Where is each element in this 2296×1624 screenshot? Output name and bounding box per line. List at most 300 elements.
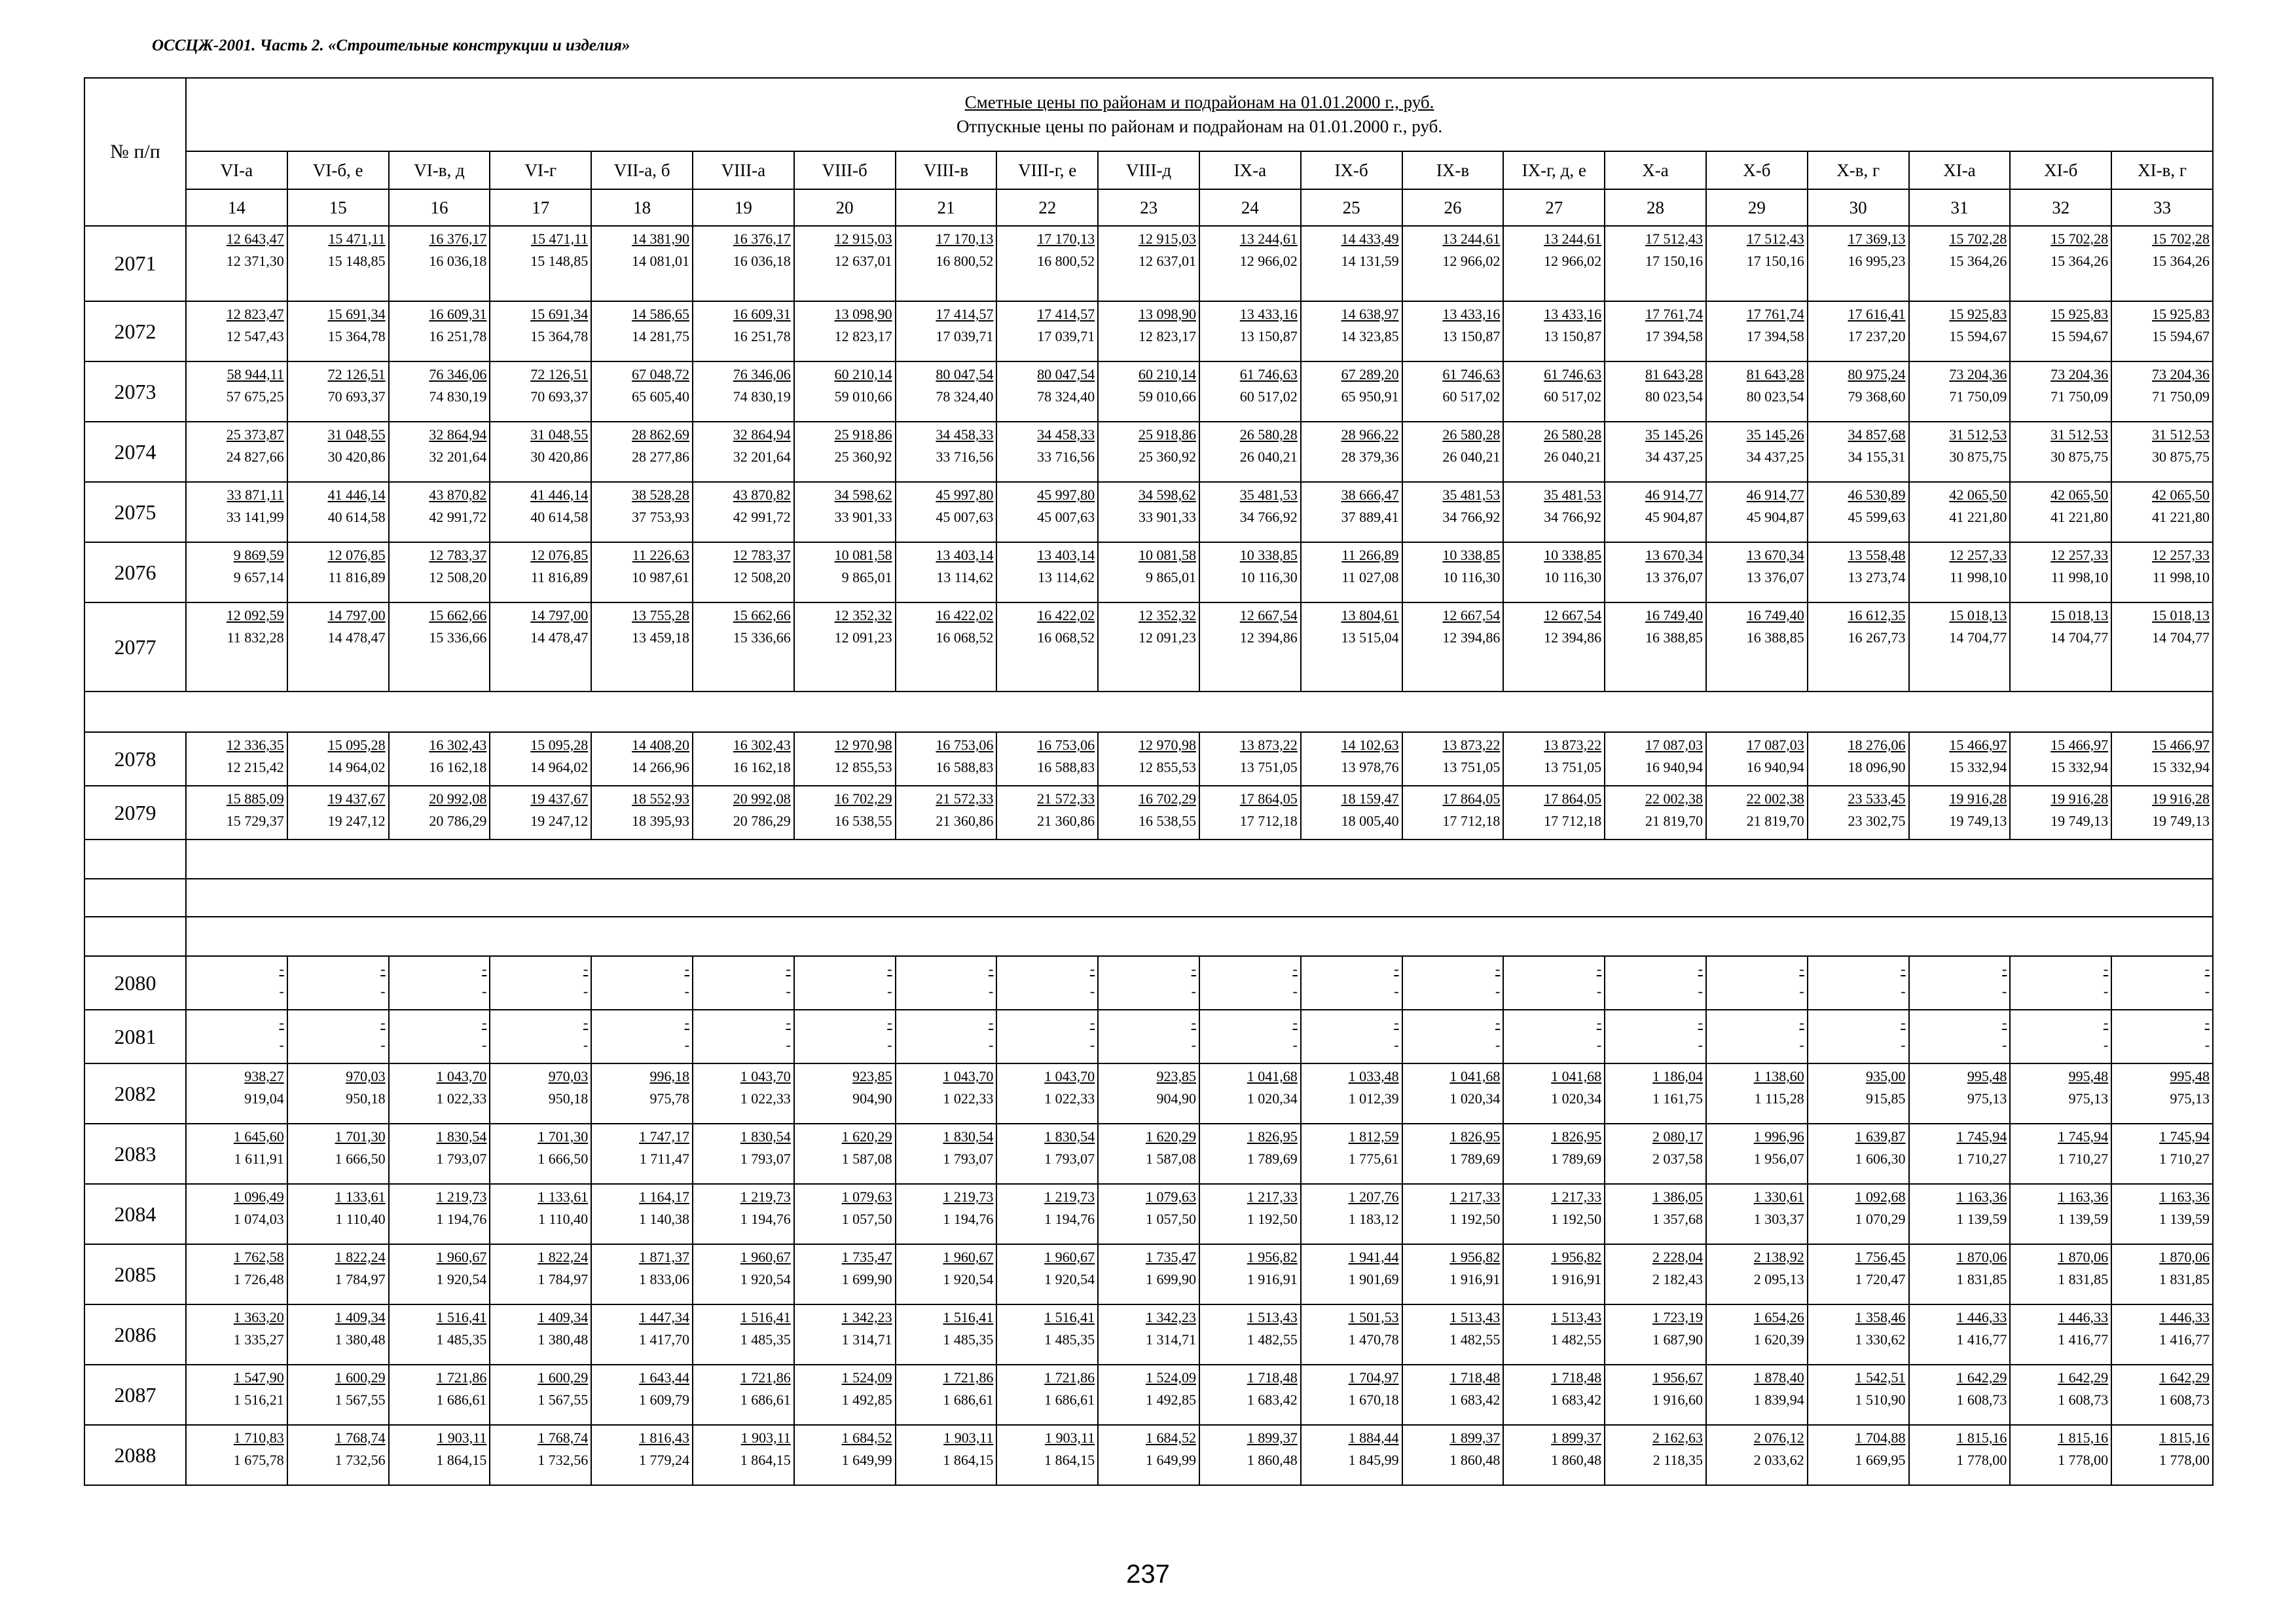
release-price: 16 251,78: [429, 328, 487, 344]
estimated-price: 25 373,87: [226, 426, 284, 443]
estimated-price: 1 830,54: [740, 1128, 791, 1145]
release-price: 1 649,99: [1145, 1452, 1196, 1468]
release-price: -: [2204, 1037, 2210, 1053]
release-price: 33 141,99: [226, 509, 284, 525]
price-cell: [1605, 1425, 1706, 1485]
estimated-price: 14 381,90: [631, 231, 689, 247]
price-cell: [490, 732, 591, 786]
release-price: 15 364,78: [327, 328, 386, 344]
release-price: 19 749,13: [2050, 813, 2109, 829]
release-price: 19 749,13: [1949, 813, 2007, 829]
release-price: -: [380, 1037, 386, 1053]
column-header: X-б: [1706, 151, 1808, 189]
price-cell: [896, 956, 997, 1010]
estimated-price: -: [1495, 1014, 1501, 1031]
price-cell: [389, 1010, 490, 1063]
price-cell: [389, 1425, 490, 1485]
price-cell: [186, 542, 287, 602]
estimated-price: -: [684, 1014, 689, 1031]
estimated-price: 1 096,49: [233, 1189, 284, 1205]
release-price: 13 459,18: [631, 629, 689, 646]
estimated-price: 1 815,16: [2159, 1430, 2210, 1446]
price-cell: [1503, 361, 1605, 422]
release-price: 1 778,00: [2058, 1452, 2109, 1468]
release-price: 13 376,07: [1645, 569, 1703, 585]
estimated-price: 1 903,11: [740, 1430, 791, 1446]
price-cell: [896, 1365, 997, 1425]
price-cell: [1706, 602, 1808, 692]
estimated-price: 1 219,73: [943, 1189, 994, 1205]
estimated-price: 15 925,83: [2152, 306, 2210, 322]
release-price: 1 192,50: [1449, 1211, 1501, 1227]
estimated-price: 15 095,28: [530, 737, 589, 753]
price-cell: [996, 1010, 1098, 1063]
release-price: 14 704,77: [2152, 629, 2210, 646]
release-price: 28 379,36: [1341, 449, 1399, 465]
estimated-price: 1 899,37: [1449, 1430, 1501, 1446]
estimated-price: 1 903,11: [1044, 1430, 1095, 1446]
estimated-price: 31 512,53: [1949, 426, 2007, 443]
estimated-price: 1 041,68: [1551, 1068, 1602, 1084]
price-cell: [2111, 786, 2213, 840]
estimated-price: -: [1495, 961, 1501, 977]
price-cell: [1402, 226, 1504, 301]
release-price: -: [684, 1037, 689, 1053]
price-cell: [490, 1425, 591, 1485]
release-price: 17 150,16: [1645, 253, 1703, 269]
estimated-price: -: [1901, 961, 1906, 977]
release-price: -: [989, 983, 994, 999]
price-cell: [1402, 602, 1504, 692]
estimated-price: 13 244,61: [1544, 231, 1602, 247]
release-price: -: [279, 1037, 284, 1053]
price-cell: [389, 1365, 490, 1425]
price-cell: [1503, 732, 1605, 786]
row-number: 2081: [84, 1010, 186, 1063]
price-cell: [1909, 361, 2011, 422]
estimated-price: 12 970,98: [1138, 737, 1196, 753]
price-cell: [591, 1010, 693, 1063]
release-price: 9 865,01: [841, 569, 892, 585]
release-price: 37 753,93: [631, 509, 689, 525]
price-cell: [287, 1124, 389, 1184]
release-price: 1 920,54: [943, 1271, 994, 1287]
release-price: 15 336,66: [733, 629, 791, 646]
price-cell: [389, 1184, 490, 1244]
price-cell: [1503, 1425, 1605, 1485]
price-cell: [389, 542, 490, 602]
price-cell: [1199, 1365, 1301, 1425]
release-price: 30 420,86: [327, 449, 386, 465]
release-price: 1 778,00: [2159, 1452, 2210, 1468]
price-cell: [186, 1063, 287, 1124]
price-cell: [996, 1063, 1098, 1124]
price-cell: [1301, 1184, 1402, 1244]
price-cell: [2010, 1244, 2111, 1304]
estimated-price: 13 098,90: [1138, 306, 1196, 322]
estimated-price: 1 620,29: [841, 1128, 892, 1145]
blank-row: [84, 840, 2213, 879]
estimated-price: -: [380, 1014, 386, 1031]
release-price: 15 332,94: [2152, 759, 2210, 775]
estimated-price: 28 862,69: [631, 426, 689, 443]
price-cell: [896, 542, 997, 602]
estimated-price: 15 471,11: [328, 231, 386, 247]
row-number: 2073: [84, 361, 186, 422]
release-price: 16 538,55: [834, 813, 892, 829]
table-row: [84, 1244, 2213, 1304]
release-price: 17 712,18: [1239, 813, 1298, 829]
price-cell: [1301, 956, 1402, 1010]
estimated-price: 1 163,36: [2159, 1189, 2210, 1205]
estimated-price: 16 612,35: [1848, 607, 1906, 623]
estimated-price: 61 746,63: [1239, 366, 1298, 382]
price-cell: [996, 542, 1098, 602]
estimated-price: 10 081,58: [834, 547, 892, 563]
release-price: 60 517,02: [1544, 388, 1602, 405]
estimated-price: 1 446,33: [1956, 1309, 2007, 1325]
release-price: 1 778,00: [1956, 1452, 2007, 1468]
release-price: 13 515,04: [1341, 629, 1399, 646]
release-price: 14 964,02: [530, 759, 589, 775]
release-price: 975,13: [2068, 1090, 2109, 1107]
release-price: 14 478,47: [327, 629, 386, 646]
release-price: 904,90: [1156, 1090, 1196, 1107]
estimated-price: 34 598,62: [834, 487, 892, 503]
release-price: 13 376,07: [1746, 569, 1804, 585]
estimated-price: 12 352,32: [834, 607, 892, 623]
estimated-price: 22 002,38: [1746, 790, 1804, 807]
estimated-price: 1 043,70: [740, 1068, 791, 1084]
price-cell: [1808, 1244, 1909, 1304]
estimated-price: 46 914,77: [1746, 487, 1804, 503]
release-price: 11 832,28: [227, 629, 284, 646]
estimated-price: 33 871,11: [227, 487, 284, 503]
release-price: 13 150,87: [1239, 328, 1298, 344]
price-cell: [287, 1244, 389, 1304]
release-price: 950,18: [346, 1090, 386, 1107]
release-price: -: [1901, 1037, 1906, 1053]
estimated-price: 34 857,68: [1848, 426, 1906, 443]
release-price: 12 823,17: [834, 328, 892, 344]
release-price: 1 161,75: [1652, 1090, 1703, 1107]
table-row: [84, 301, 2213, 361]
release-price: 1 330,62: [1855, 1331, 1906, 1348]
price-cell: [186, 422, 287, 482]
price-cell: [186, 1244, 287, 1304]
release-price: 1 020,34: [1449, 1090, 1501, 1107]
estimated-price: 1 704,97: [1348, 1369, 1399, 1386]
estimated-price: 1 639,87: [1855, 1128, 1906, 1145]
release-price: 1 720,47: [1855, 1271, 1906, 1287]
release-price: 26 040,21: [1239, 449, 1298, 465]
price-cell: [2111, 1124, 2213, 1184]
estimated-price: 13 433,16: [1239, 306, 1298, 322]
estimated-price: 1 409,34: [538, 1309, 589, 1325]
release-price: 16 588,83: [1037, 759, 1095, 775]
price-cell: [1706, 542, 1808, 602]
estimated-price: 12 643,47: [226, 231, 284, 247]
blank-cell: [84, 879, 186, 917]
estimated-price: 1 815,16: [1956, 1430, 2007, 1446]
estimated-price: 16 753,06: [1037, 737, 1095, 753]
estimated-price: 11 266,89: [1341, 547, 1399, 563]
price-cell: [1098, 1365, 1199, 1425]
price-cell: [1605, 226, 1706, 301]
price-cell: [996, 361, 1098, 422]
release-price: 1 789,69: [1551, 1151, 1602, 1167]
estimated-price: 996,18: [649, 1068, 689, 1084]
estimated-price: 10 338,85: [1442, 547, 1501, 563]
price-cell: [1605, 602, 1706, 692]
table-row: [84, 1184, 2213, 1244]
estimated-price: 17 761,74: [1746, 306, 1804, 322]
release-price: 1 020,34: [1247, 1090, 1298, 1107]
release-price: 15 594,67: [2050, 328, 2109, 344]
release-price: -: [684, 983, 689, 999]
price-cell: [794, 542, 896, 602]
column-number: 15: [287, 189, 389, 226]
price-cell: [693, 732, 794, 786]
running-head: ОССЦЖ-2001. Часть 2. «Строительные конструкции и изделия»: [152, 37, 630, 54]
price-cell: [1706, 1425, 1808, 1485]
release-price: 1 192,50: [1551, 1211, 1602, 1227]
table-row: [84, 1365, 2213, 1425]
estimated-price: 995,48: [2170, 1068, 2210, 1084]
estimated-price: 17 087,03: [1746, 737, 1804, 753]
estimated-price: 13 873,22: [1442, 737, 1501, 753]
release-price: 1 303,37: [1753, 1211, 1804, 1227]
release-price: 28 277,86: [631, 449, 689, 465]
estimated-price: 1 903,11: [437, 1430, 487, 1446]
price-cell: [1503, 1063, 1605, 1124]
estimated-price: 1 870,06: [2159, 1249, 2210, 1265]
estimated-price: 13 873,22: [1544, 737, 1602, 753]
blank-cell: [186, 879, 2213, 917]
price-cell: [1098, 482, 1199, 542]
estimated-price: 12 667,54: [1544, 607, 1602, 623]
release-price: 14 964,02: [327, 759, 386, 775]
release-price: 33 901,33: [1138, 509, 1196, 525]
price-cell: [1909, 1304, 2011, 1365]
estimated-price: 923,85: [852, 1068, 892, 1084]
estimated-price: -: [1698, 961, 1703, 977]
release-price: 45 599,63: [1848, 509, 1906, 525]
release-price: -: [1394, 983, 1399, 999]
release-price: -: [1191, 983, 1196, 999]
estimated-price: 17 170,13: [1037, 231, 1095, 247]
release-price: 18 096,90: [1848, 759, 1906, 775]
release-price: 1 380,48: [538, 1331, 589, 1348]
price-cell: [1605, 956, 1706, 1010]
estimated-price: 35 481,53: [1544, 487, 1602, 503]
estimated-price: 21 572,33: [936, 790, 994, 807]
price-cell: [1402, 1244, 1504, 1304]
estimated-price: 12 257,33: [1949, 547, 2007, 563]
estimated-price: 16 422,02: [936, 607, 994, 623]
estimated-price: -: [1089, 1014, 1095, 1031]
release-price: 25 360,92: [1138, 449, 1196, 465]
price-cell: [1706, 1124, 1808, 1184]
table-row: [84, 1124, 2213, 1184]
release-price: 15 594,67: [2152, 328, 2210, 344]
estimated-price: 1 718,48: [1247, 1369, 1298, 1386]
estimated-price: -: [1394, 961, 1399, 977]
price-cell: [996, 226, 1098, 301]
blank-row: [84, 692, 2213, 732]
estimated-price: 18 276,06: [1848, 737, 1906, 753]
price-cell: [1301, 786, 1402, 840]
estimated-price: 1 721,86: [740, 1369, 791, 1386]
price-cell: [591, 226, 693, 301]
price-cell: [1199, 226, 1301, 301]
estimated-price: 25 918,86: [834, 426, 892, 443]
column-header: VIII-д: [1098, 151, 1199, 189]
estimated-price: -: [989, 1014, 994, 1031]
price-cell: [794, 1124, 896, 1184]
estimated-price: 1 830,54: [943, 1128, 994, 1145]
price-cell: [896, 732, 997, 786]
estimated-price: -: [2204, 961, 2210, 977]
estimated-price: 17 087,03: [1645, 737, 1703, 753]
price-cell: [1605, 1184, 1706, 1244]
estimated-price: 13 403,14: [936, 547, 994, 563]
table-caption: [186, 78, 2213, 151]
price-cell: [1301, 1010, 1402, 1063]
release-price: 13 150,87: [1442, 328, 1501, 344]
price-cell: [1808, 1425, 1909, 1485]
price-cell: [389, 602, 490, 692]
estimated-price: -: [2204, 1014, 2210, 1031]
table-row: [84, 1063, 2213, 1124]
estimated-price: 1 092,68: [1855, 1189, 1906, 1205]
price-cell: [1402, 542, 1504, 602]
release-price: -: [1799, 1037, 1804, 1053]
estimated-price: 34 458,33: [936, 426, 994, 443]
price-cell: [996, 786, 1098, 840]
release-price: 14 478,47: [530, 629, 589, 646]
column-number-row: [84, 189, 2213, 226]
release-price: 2 095,13: [1753, 1271, 1804, 1287]
price-cell: [591, 956, 693, 1010]
estimated-price: 61 746,63: [1442, 366, 1501, 382]
release-price: 1 417,70: [638, 1331, 689, 1348]
price-cell: [1098, 1425, 1199, 1485]
estimated-price: -: [989, 961, 994, 977]
price-cell: [591, 1063, 693, 1124]
release-price: -: [380, 983, 386, 999]
estimated-price: 23 533,45: [1848, 790, 1906, 807]
release-price: 1 839,94: [1753, 1392, 1804, 1408]
estimated-price: 15 018,13: [1949, 607, 2007, 623]
price-cell: [1199, 1010, 1301, 1063]
estimated-price: 1 219,73: [436, 1189, 487, 1205]
price-cell: [1808, 422, 1909, 482]
price-cell: [1503, 1304, 1605, 1365]
release-price: 12 091,23: [1138, 629, 1196, 646]
price-cell: [1909, 301, 2011, 361]
table-row: [84, 226, 2213, 301]
release-price: 80 023,54: [1746, 388, 1804, 405]
price-cell: [794, 482, 896, 542]
release-price: 1 608,73: [2058, 1392, 2109, 1408]
release-price: 1 194,76: [943, 1211, 994, 1227]
release-price: 1 920,54: [436, 1271, 487, 1287]
estimated-price: 31 512,53: [2050, 426, 2109, 443]
blank-row: [84, 879, 2213, 917]
estimated-price: 1 219,73: [1044, 1189, 1095, 1205]
estimated-price: 1 219,73: [740, 1189, 791, 1205]
release-price: -: [1698, 983, 1703, 999]
estimated-price: 1 684,52: [1145, 1430, 1196, 1446]
release-price: 34 766,92: [1239, 509, 1298, 525]
release-price: 12 547,43: [226, 328, 284, 344]
price-cell: [2111, 1425, 2213, 1485]
price-cell: [1199, 1304, 1301, 1365]
column-number: 31: [1909, 189, 2011, 226]
price-cell: [1199, 422, 1301, 482]
column-number: 24: [1199, 189, 1301, 226]
price-cell: [1706, 1063, 1808, 1124]
price-cell: [490, 361, 591, 422]
price-cell: [1808, 1365, 1909, 1425]
estimated-price: 42 065,50: [1949, 487, 2007, 503]
estimated-price: 12 336,35: [226, 737, 284, 753]
row-number: 2082: [84, 1063, 186, 1124]
release-price: 1 482,55: [1247, 1331, 1298, 1348]
release-price: -: [1596, 983, 1602, 999]
release-price: 1 380,48: [335, 1331, 386, 1348]
release-price: 30 875,75: [1949, 449, 2007, 465]
estimated-price: 12 667,54: [1239, 607, 1298, 623]
estimated-price: 15 662,66: [429, 607, 487, 623]
estimated-price: 1 960,67: [740, 1249, 791, 1265]
table-row: [84, 542, 2213, 602]
release-price: 16 538,55: [1138, 813, 1196, 829]
price-cell: [996, 602, 1098, 692]
price-cell: [1706, 1365, 1808, 1425]
estimated-price: 72 126,51: [327, 366, 386, 382]
estimated-price: -: [786, 961, 791, 977]
estimated-price: 17 170,13: [936, 231, 994, 247]
estimated-price: 16 753,06: [936, 737, 994, 753]
price-cell: [591, 301, 693, 361]
estimated-price: 1 815,16: [2058, 1430, 2109, 1446]
price-cell: [1402, 1063, 1504, 1124]
estimated-price: 1 884,44: [1348, 1430, 1399, 1446]
price-cell: [794, 732, 896, 786]
estimated-price: 19 437,67: [530, 790, 589, 807]
release-price: 45 007,63: [936, 509, 994, 525]
price-cell: [2111, 542, 2213, 602]
release-price: 17 712,18: [1544, 813, 1602, 829]
release-price: 1 710,27: [2159, 1151, 2210, 1167]
release-price: 1 860,48: [1247, 1452, 1298, 1468]
price-cell: [2111, 1304, 2213, 1365]
price-cell: [591, 1365, 693, 1425]
estimated-price: 13 244,61: [1442, 231, 1501, 247]
price-cell: [2010, 226, 2111, 301]
release-price: 1 699,90: [1145, 1271, 1196, 1287]
column-number: 26: [1402, 189, 1504, 226]
release-price: 1 916,91: [1247, 1271, 1298, 1287]
price-cell: [1098, 786, 1199, 840]
blank-cell: [186, 840, 2213, 879]
release-price: 71 750,09: [2152, 388, 2210, 405]
estimated-price: 923,85: [1156, 1068, 1196, 1084]
release-price: 12 966,02: [1239, 253, 1298, 269]
release-price: 1 416,77: [1956, 1331, 2007, 1348]
